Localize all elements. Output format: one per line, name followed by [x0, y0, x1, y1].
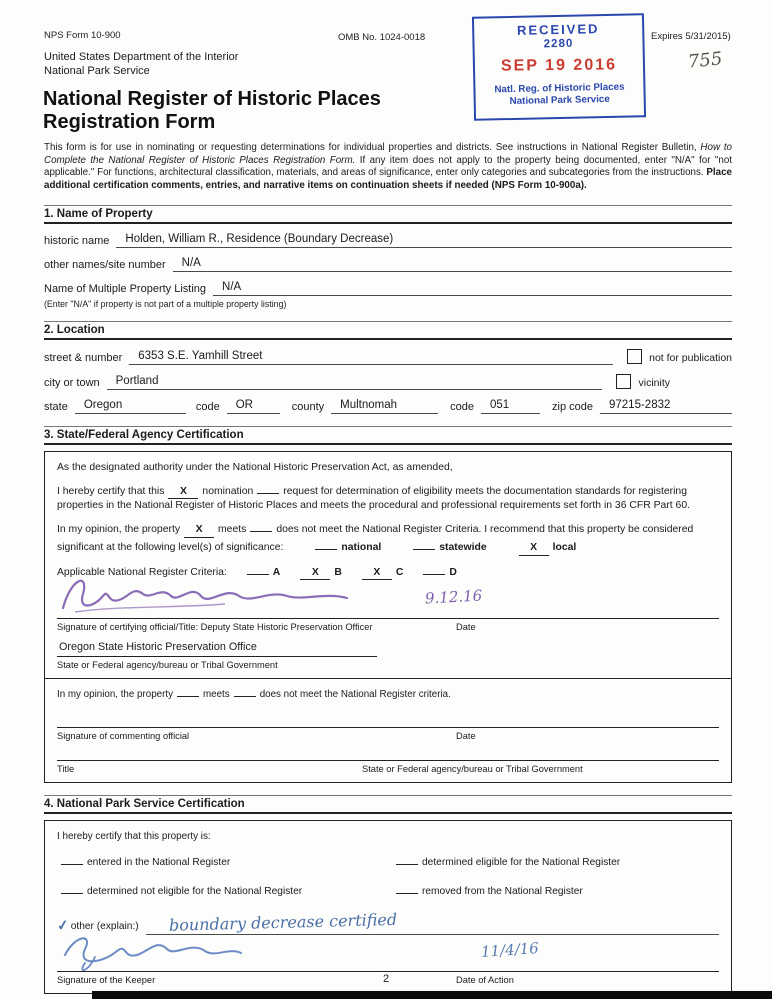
national-label: national: [341, 541, 382, 553]
agency-row: [57, 640, 719, 671]
received-stamp: [472, 13, 646, 121]
nps-certification-box: [44, 820, 732, 994]
page-number: 2: [382, 973, 390, 985]
handwritten-certification-date: 9.12.16: [424, 586, 483, 608]
stamp-office-line1: Natl. Reg. of Historic Places: [494, 81, 625, 96]
option-determined-eligible: [392, 853, 719, 869]
comment-pre: In my opinion, the property: [57, 688, 173, 700]
meets-x-mark: X: [184, 523, 214, 538]
criteria-d: [419, 567, 457, 578]
commenting-opinion-line: [57, 685, 719, 702]
stamp-received-text: RECEIVED: [516, 21, 600, 38]
title-line2: Registration Form: [43, 111, 216, 134]
other-names-value: N/A: [173, 257, 732, 272]
section2-heading: 2. Location: [44, 321, 732, 340]
dept-line1: United States Department of the Interior: [44, 51, 239, 63]
date-label: Date: [456, 622, 476, 633]
local-x-mark: X: [519, 541, 549, 556]
state-certification-box: [44, 451, 732, 783]
certify-post: request for determination of eligibility meets the documentation standards for registering properties in the National Register of Historic Places and meets the procedural and professional requirements set forth in 36 CFR Part 60.: [57, 485, 690, 512]
agency-header: [44, 50, 238, 79]
comment-not-meet-blank: [234, 685, 256, 697]
street-row: [44, 349, 732, 365]
option-entered-label: entered in the National Register: [87, 856, 231, 868]
agency-value: Oregon State Historic Preservation Office: [57, 640, 377, 656]
handwritten-check-mark: ✓: [55, 916, 70, 935]
opinion-pre: In my opinion, the property: [57, 524, 181, 536]
nomination-x-mark: X: [168, 485, 198, 500]
section1-heading: 1. Name of Property: [44, 205, 732, 224]
box-divider: [45, 678, 731, 679]
county-label: county: [291, 400, 325, 413]
certification-options: [57, 853, 719, 899]
stamp-office-line2: National Park Service: [509, 94, 610, 108]
option-entered-blank: [61, 853, 83, 865]
page-title: [43, 88, 381, 134]
agency-label-2: State or Federal agency/bureau or Tribal Government: [362, 763, 583, 774]
certify-mid: nomination: [202, 485, 254, 497]
agency-label: State or Federal agency/bureau or Tribal Government: [57, 659, 278, 670]
dept-line2: National Park Service: [44, 65, 150, 78]
multiple-property-note: (Enter "N/A" if property is not part of a multiple property listing): [44, 298, 287, 309]
option-eligible-blank: [396, 853, 418, 865]
keeper-certify-line: I hereby certify that this property is:: [57, 830, 211, 842]
certifying-signature-labels: [57, 621, 719, 633]
criteria-a-label: A: [272, 566, 281, 578]
title-line: [57, 747, 719, 761]
keeper-label: Signature of the Keeper: [57, 974, 156, 985]
date-label-2: Date: [456, 730, 476, 741]
city-value: Portland: [107, 375, 603, 390]
expires-date: Expires 5/31/2015): [651, 31, 731, 42]
option-removed-label: removed from the National Register: [422, 886, 583, 898]
zip-value: 97215-2832: [600, 399, 732, 414]
option-not-eligible-label: determined not eligible for the National Register: [87, 886, 303, 898]
date-of-action-label: Date of Action: [456, 974, 514, 985]
stamp-number: 2280: [543, 37, 574, 51]
option-other-label: other (explain:): [70, 921, 139, 933]
option-not-eligible-blank: [61, 882, 83, 894]
zip-label: zip code: [552, 400, 593, 413]
multiple-property-value: N/A: [213, 281, 732, 296]
certifying-official-signature-scribble: [55, 560, 365, 618]
authority-statement: As the designated authority under the National Historic Preservation Act, as amended,: [57, 461, 453, 473]
criteria-d-blank: [423, 563, 445, 575]
keeper-signature-scribble: [55, 921, 285, 977]
option-removed: [392, 882, 719, 898]
code-label-2: code: [450, 400, 474, 413]
title-labels: [57, 763, 719, 775]
historic-name-value: Holden, William R., Residence (Boundary Decrease): [116, 233, 732, 248]
opinion-post: does not meet the National Register Criteria. I recommend that this property be considered significant at the following level(s) of significance:: [57, 524, 694, 553]
certifying-official-label: Signature of certifying official/Title: Deputy State Historic Preservation Officer: [57, 622, 373, 633]
not-for-publication-checkbox: [627, 349, 642, 364]
intro-paragraph: [44, 142, 732, 193]
title-line1: National Register of Historic Places: [43, 88, 381, 110]
intro-part2: If any item does not apply to the property being documented, enter "N/A" for "not applicable." For functions, architectural classification, materials, and areas of significance, enter only categories and subcategories from the instructions.: [44, 154, 732, 179]
handwritten-number: 755: [686, 48, 724, 73]
certify-pre: I hereby certify that this: [57, 485, 165, 497]
intro-italic: How to Complete the National Register of Historic Places Registration Form.: [44, 142, 732, 166]
omb-number: OMB No. 1024-0018: [338, 32, 426, 43]
level-local: [515, 542, 577, 553]
title-label: Title: [57, 763, 75, 774]
handwritten-other-explanation: boundary decrease certified: [168, 909, 398, 935]
state-label: state: [44, 400, 68, 413]
opinion-statement: [57, 520, 719, 555]
code-label-1: code: [195, 400, 220, 413]
comment-mid: meets: [203, 688, 230, 700]
commenting-official-label: Signature of commenting official: [57, 730, 190, 741]
comment-meets-blank: [177, 685, 199, 697]
section4-heading: 4. National Park Service Certification: [44, 795, 732, 814]
vicinity-label: vicinity: [638, 376, 670, 389]
intro-part1: This form is for use in nominating or requesting determinations for individual properties and districts. See instructions in National Register Bulletin,: [44, 142, 701, 153]
statewide-label: statewide: [439, 541, 487, 553]
section3-heading: 3. State/Federal Agency Certification: [44, 426, 732, 445]
option-eligible-label: determined eligible for the National Register: [422, 856, 621, 868]
criteria-label: Applicable National Register Criteria:: [57, 566, 227, 578]
opinion-mid: meets: [218, 524, 247, 536]
commenting-signature-line: [57, 706, 719, 728]
state-code-value: OR: [227, 399, 280, 414]
keeper-signature-area: [57, 937, 719, 972]
certify-statement: [57, 482, 719, 513]
county-value: Multnomah: [331, 399, 438, 414]
level-statewide: [409, 542, 486, 553]
street-value: 6353 S.E. Yamhill Street: [129, 350, 613, 365]
state-row: [44, 399, 732, 414]
other-names-label: other names/site number: [44, 258, 166, 271]
criteria-d-label: D: [449, 566, 457, 578]
historic-name-row: [44, 233, 732, 248]
scan-artifact-bar: [92, 991, 772, 999]
comment-post: does not meet the National Register criteria.: [259, 688, 451, 700]
national-blank: [315, 538, 337, 550]
historic-name-label: historic name: [44, 234, 110, 247]
vicinity-checkbox: [616, 374, 631, 389]
commenting-signature-labels: [57, 730, 719, 742]
request-blank: [257, 482, 279, 494]
statewide-blank: [413, 538, 435, 550]
option-entered: [57, 853, 392, 869]
city-label: city or town: [44, 376, 100, 389]
option-removed-blank: [396, 882, 418, 894]
criteria-b-x-mark: X: [300, 566, 330, 581]
criteria-b-label: B: [334, 566, 342, 578]
intro-bold: Place additional certification comments, entries, and narrative items on continuation sheets if needed (NPS Form 10-900a).: [44, 167, 732, 192]
criteria-c-x-mark: X: [362, 566, 392, 581]
city-row: [44, 374, 732, 390]
form-number: NPS Form 10-900: [44, 30, 121, 41]
county-code-value: 051: [481, 399, 540, 414]
multiple-property-label: Name of Multiple Property Listing: [44, 282, 207, 295]
certifying-signature-area: [57, 582, 719, 619]
not-for-publication-label: not for publication: [649, 351, 732, 364]
level-national: [311, 542, 381, 553]
criteria-c-label: C: [395, 566, 404, 578]
street-label: street & number: [44, 351, 123, 364]
form-body: [44, 142, 732, 994]
stamp-date: SEP 19 2016: [500, 56, 618, 75]
does-not-meet-blank: [250, 520, 272, 532]
other-names-row: [44, 257, 732, 272]
handwritten-action-date: 11/4/16: [480, 938, 540, 961]
option-not-eligible: [57, 882, 392, 898]
state-value: Oregon: [75, 399, 186, 414]
multiple-property-row: [44, 281, 732, 296]
local-label: local: [552, 541, 577, 553]
